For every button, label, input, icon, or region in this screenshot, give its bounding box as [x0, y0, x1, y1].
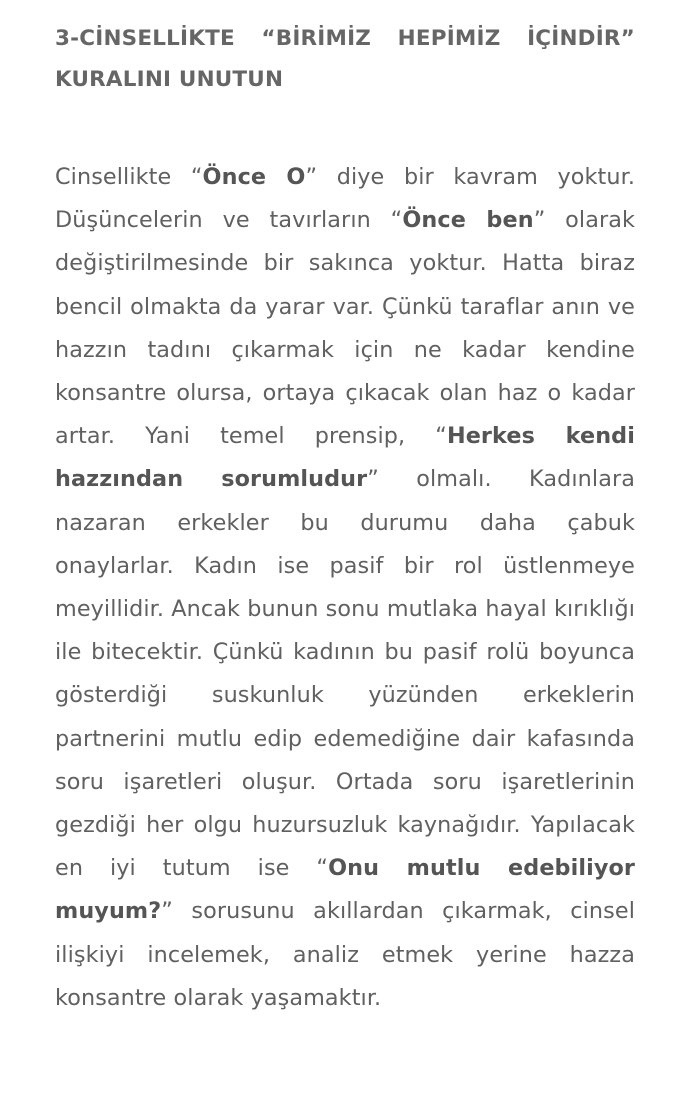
paragraph-text: ” olarak değiştirilmesinde bir sakınca yoktur. Hatta biraz bencil olmakta da yarar var. Çünkü taraflar anın ve hazzın tadını çıkarmak için ne kadar kendine konsantre olursa, ortaya çıkacak olan haz o kadar artar. Yani temel prensip, “	[55, 207, 636, 450]
paragraph-emphasis: Herkes kendi hazzından sorumludur	[55, 423, 635, 493]
paragraph-text: ” diye bir kavram yoktur. Düşüncelerin ve tavırların “	[55, 164, 636, 234]
paragraph-emphasis: Onu mutlu edebiliyor muyum?	[55, 855, 635, 925]
paragraph-text: ” sorusunu akıllardan çıkarmak, cinsel ilişkiyi incelemek, analiz etmek yerine hazza konsantre olarak yaşamaktır.	[55, 898, 635, 1011]
paragraph-emphasis: Önce ben	[402, 207, 534, 234]
article-heading: 3-CİNSELLİKTE “BİRİMİZ HEPİMİZ İÇİNDİR” KURALINI UNUTUN	[55, 26, 635, 92]
article	[55, 18, 635, 1020]
paragraph-text: ” olmalı. Kadınlara nazaran erkekler bu durumu daha çabuk onaylarlar. Kadın ise pasif bir rol üstlenmeye meyillidir. Ancak bunun sonu mutlaka hayal kırıklığı ile bitecektir. Çünkü kadının bu pasif rolü boyunca gösterdiği suskunluk yüzünden erkeklerin partnerini mutlu edip edemediğine dair kafasında soru işaretleri oluşur. Ortada soru işaretlerinin gezdiği her olgu huzursuzluk kaynağıdır. Yapılacak en iyi tutum ise “	[55, 466, 635, 882]
paragraph-emphasis: Önce O	[202, 164, 306, 190]
article-paragraph	[55, 156, 635, 1020]
paragraph-text: Cinsellikte “	[55, 164, 203, 190]
